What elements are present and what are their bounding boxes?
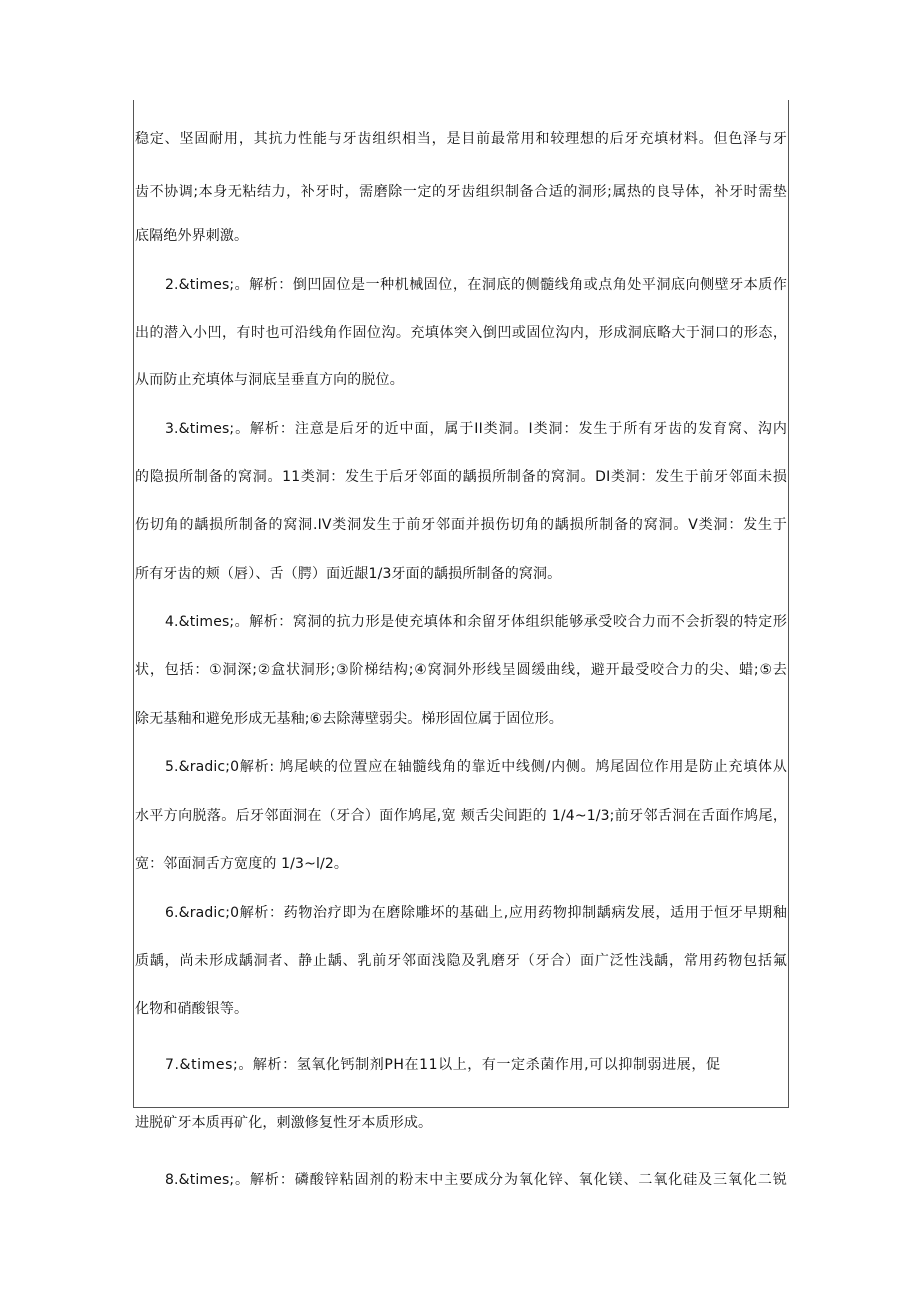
text-line: 2.&times;。解析：倒凹固位是一种机械固位，在洞底的侧髓线角或点角处平洞底向侧壁牙本质作 <box>165 277 787 293</box>
text-line: 4.&times;。解析：窝洞的抗力形是使充填体和余留牙体组织能够承受咬合力而不会折裂的特定形 <box>165 614 787 630</box>
text-line: 齿不协调;本身无粘结力，补牙时，需磨除一定的牙齿组织制备合适的洞形;属热的良导体，补牙时需垫 <box>135 184 787 200</box>
text-line: 5.&radic;0解析: 鸠尾峡的位置应在轴髓线角的靠近中线侧/内侧。鸠尾固位作用是防止充填体从 <box>165 759 787 775</box>
text-line: 宽：邻面洞舌方宽度的 1/3~l∕2。 <box>135 856 349 872</box>
text-line: 底隔绝外界刺激。 <box>135 228 249 244</box>
text-line: 化物和硝酸银等。 <box>135 1001 249 1017</box>
text-line: 8.&times;。解析：磷酸锌粘固剂的粉末中主要成分为氧化锌、氧化镁、二氧化硅及三氧化二锐 <box>165 1172 787 1188</box>
text-line: 进脱矿牙本质再矿化，刺激修复性牙本质形成。 <box>135 1115 433 1131</box>
text-line: 从而防止充填体与洞底呈垂直方向的脱位。 <box>135 372 404 388</box>
text-line: 伤切角的龋损所制备的窝洞.IV类洞发生于前牙邻面并损伤切角的龋损所制备的窝洞。V类洞：发生于 <box>135 517 787 533</box>
text-line: 稳定、坚固耐用，其抗力性能与牙齿组织相当，是目前最常用和较理想的后牙充填材料。但色泽与牙 <box>135 131 787 147</box>
text-line: 出的潜入小凹，有时也可沿线角作固位沟。充填体突入倒凹或固位沟内，形成洞底略大于洞口的形态， <box>135 325 787 341</box>
text-line: 3.&times;。解析：注意是后牙的近中面，属于II类洞。I类洞：发生于所有牙齿的发育窝、沟内 <box>165 421 787 437</box>
text-line: 的隐损所制备的窝洞。11类洞：发生于后牙邻面的龋损所制备的窝洞。DI类洞：发生于前牙邻面未损 <box>135 469 787 485</box>
text-line: 状，包括：①洞深;②盒状洞形;③阶梯结构;④窝洞外形线呈圆缓曲线，避开最受咬合力的尖、蜡;⑤去 <box>135 662 787 678</box>
text-line: 质龋，尚未形成龋洞者、静止龋、乳前牙邻面浅隐及乳磨牙（牙合）面广泛性浅龋，常用药物包括氟 <box>135 953 787 969</box>
text-line: 除无基釉和避免形成无基釉;⑥去除薄壁弱尖。梯形固位属于固位形。 <box>135 711 563 727</box>
text-line: 水平方向脱落。后牙邻面洞在（牙合）面作鸠尾,宽 颊舌尖间距的 1/4~1/3;前牙邻舌洞在舌面作鸠尾， <box>135 808 787 824</box>
text-line: 所有牙齿的颊（唇）、舌（腭）面近龈1/3牙面的龋损所制备的窝洞。 <box>135 566 562 582</box>
text-line: 6.&radic;0解析：药物治疗即为在磨除雕坏的基础上,应用药物抑制龋病发展，适用于恒牙早期釉 <box>165 905 787 921</box>
text-line: 7.&times;。解析：氢氧化钙制剂PH在11以上，有一定杀菌作用,可以抑制弱进展，促 <box>165 1057 721 1073</box>
